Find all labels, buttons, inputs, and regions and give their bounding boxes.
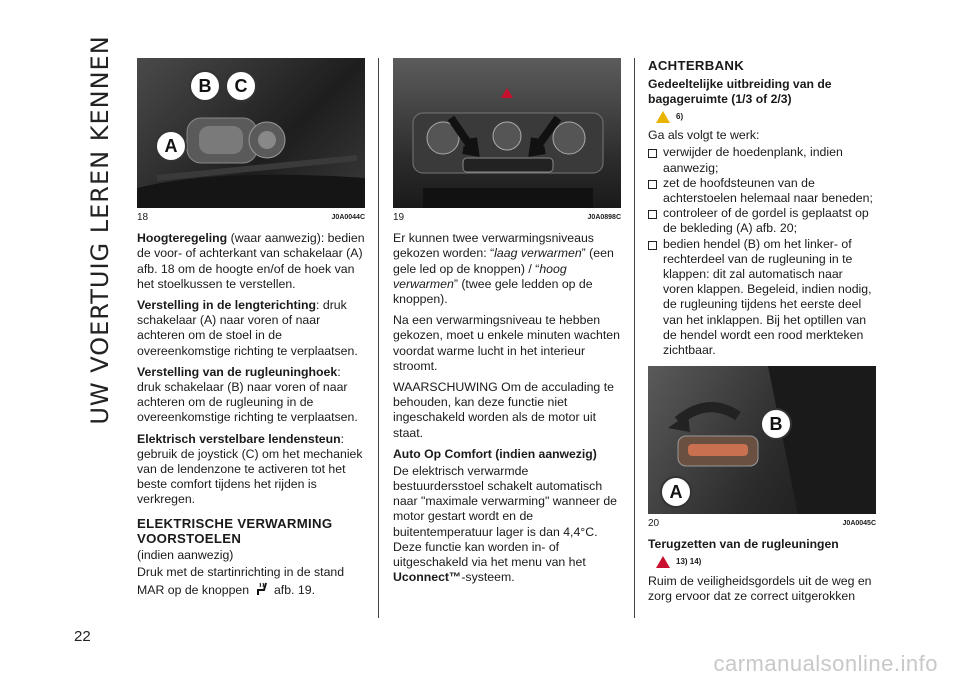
page-number: 22 xyxy=(74,628,91,645)
figure-18-seat-controls xyxy=(137,58,365,208)
callout-b: B xyxy=(189,70,221,102)
bullet-icon xyxy=(648,241,657,250)
paragraph: Ga als volgt te werk: xyxy=(648,128,760,143)
paragraph: Verstelling in de lengterichting: druk schakelaar (A) naar voren of naar achteren om de stoel in de overeenkomstige richting te verplaatsen. xyxy=(137,298,358,358)
column-divider xyxy=(378,58,379,618)
figure-caption xyxy=(393,210,621,225)
callout-a: A xyxy=(660,476,692,508)
paragraph: Elektrisch verstelbare lendensteun: gebruik de joystick (C) om het mechaniek van de lendenzone te activeren tot het beste comfort tijdens het rijden is verkregen. xyxy=(137,431,363,507)
callout-a: A xyxy=(155,130,187,162)
column-divider xyxy=(634,58,635,618)
figure-code: J0A0045C xyxy=(842,520,876,528)
column-1 xyxy=(137,58,365,604)
figure-caption xyxy=(648,516,876,531)
list-item: verwijder de hoedenplank, indien aanwezig; xyxy=(648,145,876,175)
subsection-heading: Terugzetten van de rugleuningen xyxy=(648,537,839,552)
figure-number: 19 xyxy=(393,212,405,223)
seat-heater-icon xyxy=(255,580,269,596)
paragraph: (indien aanwezig) xyxy=(137,547,234,562)
paragraph: Druk met de startinrichting in de stand MAR op de knoppen afb. 19. xyxy=(137,564,345,598)
callout-b: B xyxy=(760,408,792,440)
figure-code: J0A0898C xyxy=(587,214,621,221)
section-heading: ELEKTRISCHE VERWARMING VOORSTOELEN xyxy=(137,515,333,546)
watermark: carmanualsonline.info xyxy=(713,651,938,676)
subsection-heading: Gedeeltelijke uitbreiding van de bagageruimte (1/3 of 2/3) xyxy=(648,77,832,106)
climate-panel-illustration xyxy=(393,58,621,208)
warning-paragraph: WAARSCHUWING Om de acculading te behouden, kan deze functie niet ingeschakeld worden als de motor uit staat. xyxy=(393,380,614,440)
figure-19-climate-panel xyxy=(393,58,621,208)
column-2 xyxy=(393,58,621,591)
warning-reference: 13) 14) xyxy=(656,554,876,569)
danger-icon xyxy=(656,556,670,568)
figure-20-rear-seat xyxy=(648,366,876,514)
warning-icon xyxy=(656,111,670,123)
paragraph: Verstelling van de rugleuninghoek: druk schakelaar (B) naar voren of naar achteren om de rugleuning in de overeenkomstige richting te verplaatsen. xyxy=(137,364,358,425)
paragraph: Na een verwarmingsniveau te hebben gekozen, moet u enkele minuten wachten voordat warme lucht in het interieur stroomt. xyxy=(393,313,620,373)
figure-code: J0A0044C xyxy=(331,214,365,221)
list-item: zet de hoofdsteunen van de achterstoelen helemaal naar beneden; xyxy=(648,176,876,206)
figure-caption xyxy=(137,210,365,225)
paragraph: Ruim de veiligheidsgordels uit de weg en zorg ervoor dat ze correct uitgerokken xyxy=(648,573,872,603)
bullet-icon xyxy=(648,210,657,219)
bullet-icon xyxy=(648,180,657,189)
column-3 xyxy=(648,58,876,610)
section-side-title: UW VOERTUIG LEREN KENNEN xyxy=(86,35,114,425)
section-heading: ACHTERBANK xyxy=(648,58,745,73)
figure-number: 18 xyxy=(137,212,149,223)
bullet-icon xyxy=(648,149,657,158)
list-item: bedien hendel (B) om het linker- of rechterdeel van de rugleuning in te klappen: dit zal automatisch naar voren klappen. Begeleid, indien nodig, de rugleuning tijdens het eerste deel van het inklappen. Bij het optillen van de hendel wordt een rood merkteken zichtbaar. xyxy=(648,237,876,359)
paragraph: De elektrisch verwarmde bestuurdersstoel schakelt automatisch naar "maximale verwarming" wanneer de motor gestart wordt en de buitentemperatuur lager is dan 4,4°C. Deze functie kan worden in- of uitgeschakeld via het menu van het Uconnect™-systeem. xyxy=(393,463,618,585)
figure-number: 20 xyxy=(648,518,660,530)
paragraph: Er kunnen twee verwarmingsniveaus gekozen worden: “laag verwarmen” (een gele led op de knoppen) / “hoog verwarmen” (twee gele ledden op de knoppen). xyxy=(393,231,614,307)
warning-reference: 6) xyxy=(656,109,876,124)
subsection-heading: Auto Op Comfort (indien aanwezig) xyxy=(393,446,597,461)
callout-c: C xyxy=(225,70,257,102)
list-item: controleer of de gordel is geplaatst op de bekleding (A) afb. 20; xyxy=(648,206,876,236)
paragraph: Hoogteregeling (waar aanwezig): bedien de voor- of achterkant van schakelaar (A) afb. 18 om de hoogte en/of de hoek van het stoelkussen te verstellen. xyxy=(137,231,365,291)
